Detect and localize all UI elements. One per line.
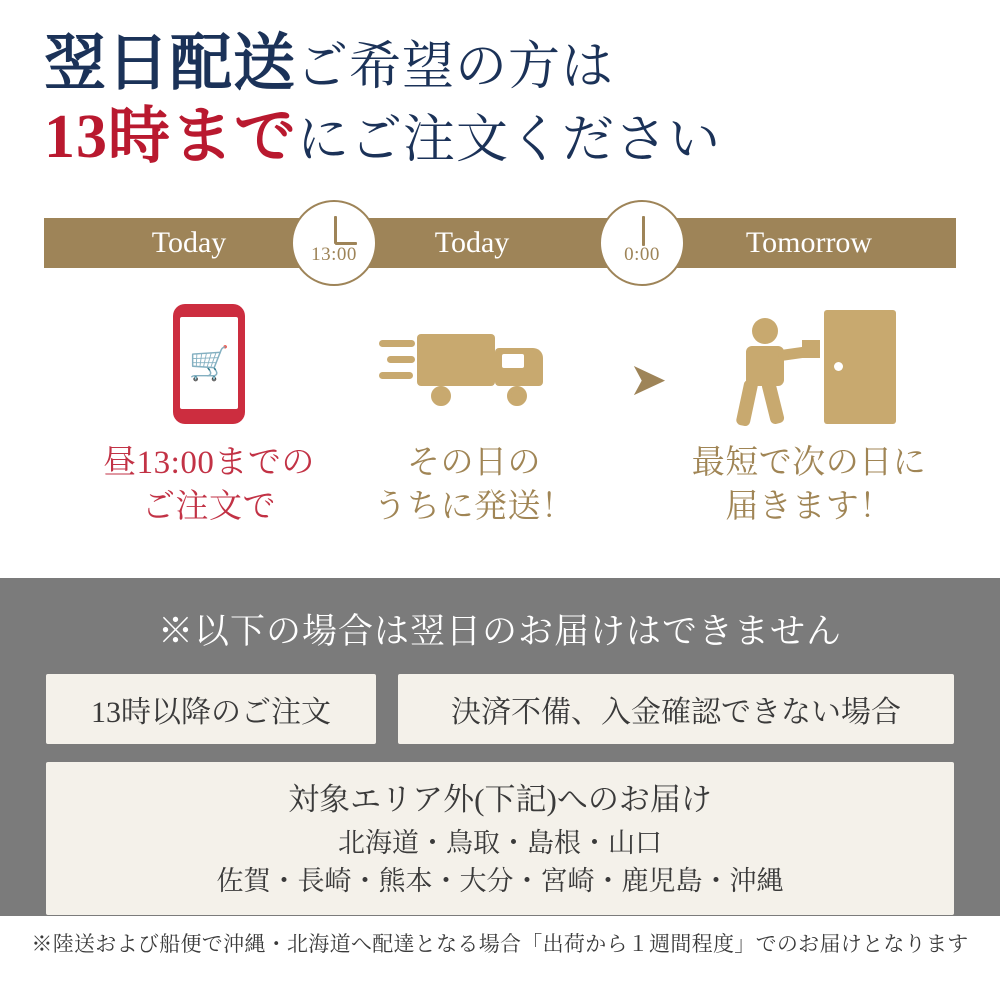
step-order-caption-line1: 昼13:00までの	[103, 445, 315, 482]
person-head	[752, 318, 778, 344]
smartphone-cart-icon	[84, 304, 334, 434]
truck-wheel-front	[507, 386, 527, 406]
clock-0-label: 0:00	[624, 244, 660, 266]
step-deliver	[664, 304, 954, 529]
headline-line-2	[44, 101, 1000, 174]
clock-13-label: 13:00	[311, 244, 357, 266]
headline-line-1	[44, 28, 1000, 101]
notice-chip-row	[46, 674, 954, 744]
step-ship	[344, 304, 604, 529]
step-ship-caption-line2: うちに発送！	[373, 488, 575, 525]
notice-title: ※以下の場合は翌日のお届けはできません	[157, 612, 842, 651]
headline-rest-2: にご注文ください	[297, 112, 722, 170]
footnote: ※陸送および船便で沖縄・北海道へ配達となる場合「出荷から１週間程度」でのお届けとなります	[31, 932, 969, 956]
headline-emphasis-2: 13時まで	[44, 103, 298, 172]
notice-panel	[0, 578, 1000, 916]
excluded-area-line-1: 北海道・鳥取・島根・山口	[338, 828, 662, 858]
clock-minute-hand	[642, 216, 645, 246]
truck-shape	[379, 326, 569, 414]
arrow-right-icon: ➤	[628, 353, 668, 406]
delivery-person-door-icon	[664, 304, 954, 434]
step-deliver-caption-line1: 最短で次の日に	[691, 445, 927, 482]
clock-0-icon	[599, 200, 685, 286]
truck-wheel-rear	[431, 386, 451, 406]
excluded-area-heading: 対象エリア外(下記)へのお届け	[288, 782, 712, 817]
headline-block	[0, 0, 1000, 174]
phone-body	[173, 304, 245, 424]
step-order	[84, 304, 334, 529]
headline-emphasis-1: 翌日配送	[44, 30, 297, 98]
notice-chip-payment-issue: 決済不備、入金確認できない場合	[398, 674, 954, 744]
speed-line-2	[387, 356, 415, 363]
person-leg-right	[761, 379, 785, 425]
timeline-label-2: Today	[434, 226, 510, 260]
door-scene	[714, 310, 904, 430]
clock-minute-hand	[334, 216, 337, 244]
excluded-area-line-2: 佐賀・長崎・熊本・大分・宮崎・鹿児島・沖縄	[216, 865, 784, 896]
speed-line-1	[379, 340, 415, 347]
door-knob	[834, 362, 843, 371]
clock-13-icon	[291, 200, 377, 286]
excluded-area-box	[46, 762, 954, 915]
speed-line-3	[379, 372, 413, 379]
shopping-cart-icon: 🛒	[188, 344, 230, 382]
delivery-person-icon	[730, 318, 816, 426]
step-deliver-caption-line2: 届きます！	[725, 488, 893, 525]
truck-cab	[495, 348, 543, 386]
step-ship-caption-line1: その日の	[407, 445, 541, 482]
step-order-caption-line2: ご注文で	[142, 488, 276, 525]
headline-rest-1: ご希望の方は	[296, 39, 615, 96]
step-order-caption	[84, 442, 334, 529]
timeline-label-3: Tomorrow	[745, 226, 873, 260]
phone-screen	[180, 317, 238, 409]
truck-cargo	[417, 334, 495, 386]
timeline	[44, 200, 956, 286]
person-leg-left	[735, 379, 758, 427]
timeline-label-1: Today	[151, 226, 227, 260]
package-icon	[802, 340, 820, 358]
notice-chip-late-order: 13時以降のご注文	[46, 674, 376, 744]
step-deliver-caption	[664, 442, 954, 529]
delivery-truck-icon	[344, 304, 604, 434]
step-ship-caption	[344, 442, 604, 529]
door-icon	[824, 310, 896, 424]
steps-row	[44, 304, 956, 554]
